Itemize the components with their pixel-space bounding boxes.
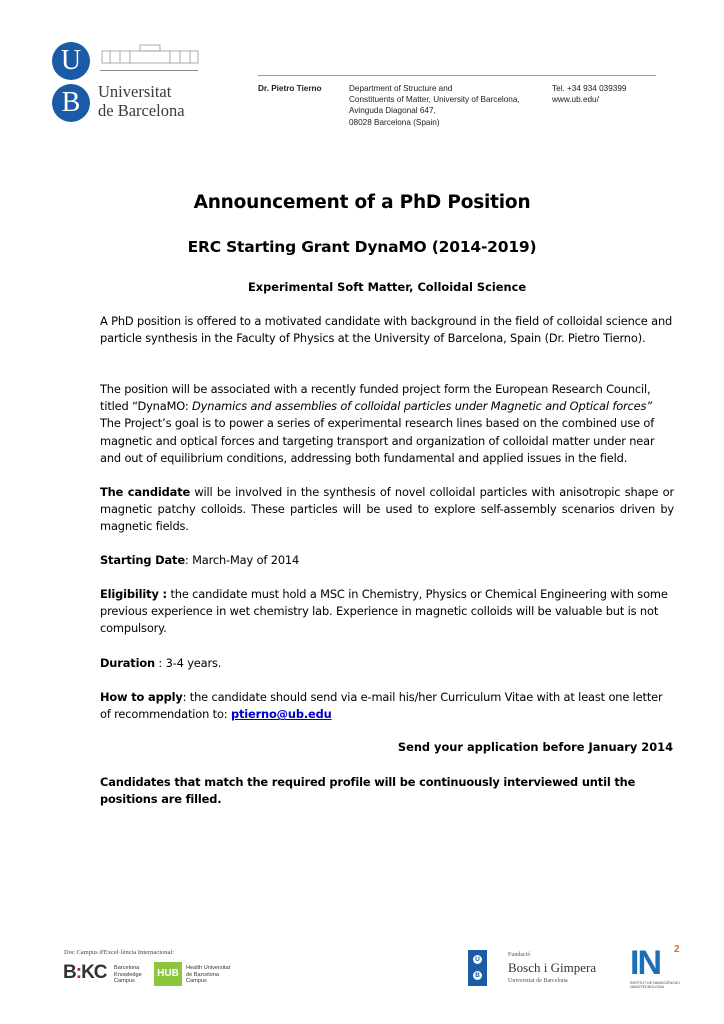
hub-logo: HUB Health Universitat de Barcelona Campus (154, 962, 234, 990)
bkc-logo: B:KC Barcelona Knowledge Campus (63, 962, 142, 985)
project-paragraph: The position will be associated with a recently funded project form the European Research Council, titled “DynaMO: Dynamics and assemblies of colloidal particles under Magnetic and Optical forces” The Project’s goal is to power a series of experimental research lines based on the combined use of magnetic and optical forces and targeting transport and organization of colloidal matter under near and out of equilibrium conditions, addressing both fundamental and applied issues in the field. (100, 382, 655, 465)
email-link[interactable]: ptierno@ub.edu (230, 707, 332, 722)
logo-letter-b: B (52, 84, 90, 122)
building-icon (100, 43, 200, 65)
closing-note: Candidates that match the required profile will be continuously interviewed until the positions are filled. (100, 775, 636, 807)
grant-subtitle: ERC Starting Grant DynaMO (2014-2019) (187, 238, 537, 256)
in2-logo: IN 2 INSTITUT DE NANOCIÈNCIA I NANOTECNOLOGIA (630, 944, 680, 990)
department-address: Department of Structure and Constituents of Matter, University of Barcelona, Avinguda Diagonal 647, 08028 Barcelona (Spain) (349, 84, 520, 127)
header-rule (258, 75, 656, 76)
author-name: Dr. Pietro Tierno (258, 84, 322, 93)
university-logo (50, 40, 200, 126)
application-deadline: Send your application before January 2014 (397, 740, 673, 754)
intro-paragraph: A PhD position is offered to a motivated candidate with background in the field of colloidal science and particle synthesis in the Faculty of Physics at the University of Barcelona, Spain (Dr. Pietro Tierno). (100, 314, 673, 346)
bosch-gimpera-logo: U B Fundació Bosch i Gimpera Universitat de Barcelona (468, 950, 608, 990)
how-to-apply: How to apply: the candidate should send via e-mail his/her Curriculum Vitae with at least one letter of recommendation to: ptierno@ub.edu (100, 690, 663, 722)
starting-date: Starting Date: March-May of 2014 (100, 553, 300, 567)
candidate-paragraph: The candidate will be involved in the synthesis of novel colloidal particles with anisotropic shape or magnetic patchy colloids. These particles will be used to explore self-assembly scenarios driven by magnetic fields. (100, 485, 674, 534)
page-title: Announcement of a PhD Position (193, 192, 531, 213)
campus-label: Doc Campus d'Excel·lència Internacional: (64, 949, 175, 956)
logo-letter-u: U (52, 42, 90, 80)
eligibility-paragraph: Eligibility : the candidate must hold a MSC in Chemistry, Physics or Chemical Engineering with some previous experience in wet chemistry lab. Experience in magnetic colloids will be valuable but is not compulsory. (100, 587, 668, 636)
research-field: Experimental Soft Matter, Colloidal Science (247, 280, 527, 294)
logo-rule (100, 70, 198, 71)
university-name: Universitat de Barcelona (98, 82, 185, 120)
duration: Duration : 3-4 years. (100, 656, 222, 670)
bosch-flag-icon: U B (468, 950, 487, 986)
contact-info: Tel. +34 934 039399 www.ub.edu/ (552, 84, 627, 105)
